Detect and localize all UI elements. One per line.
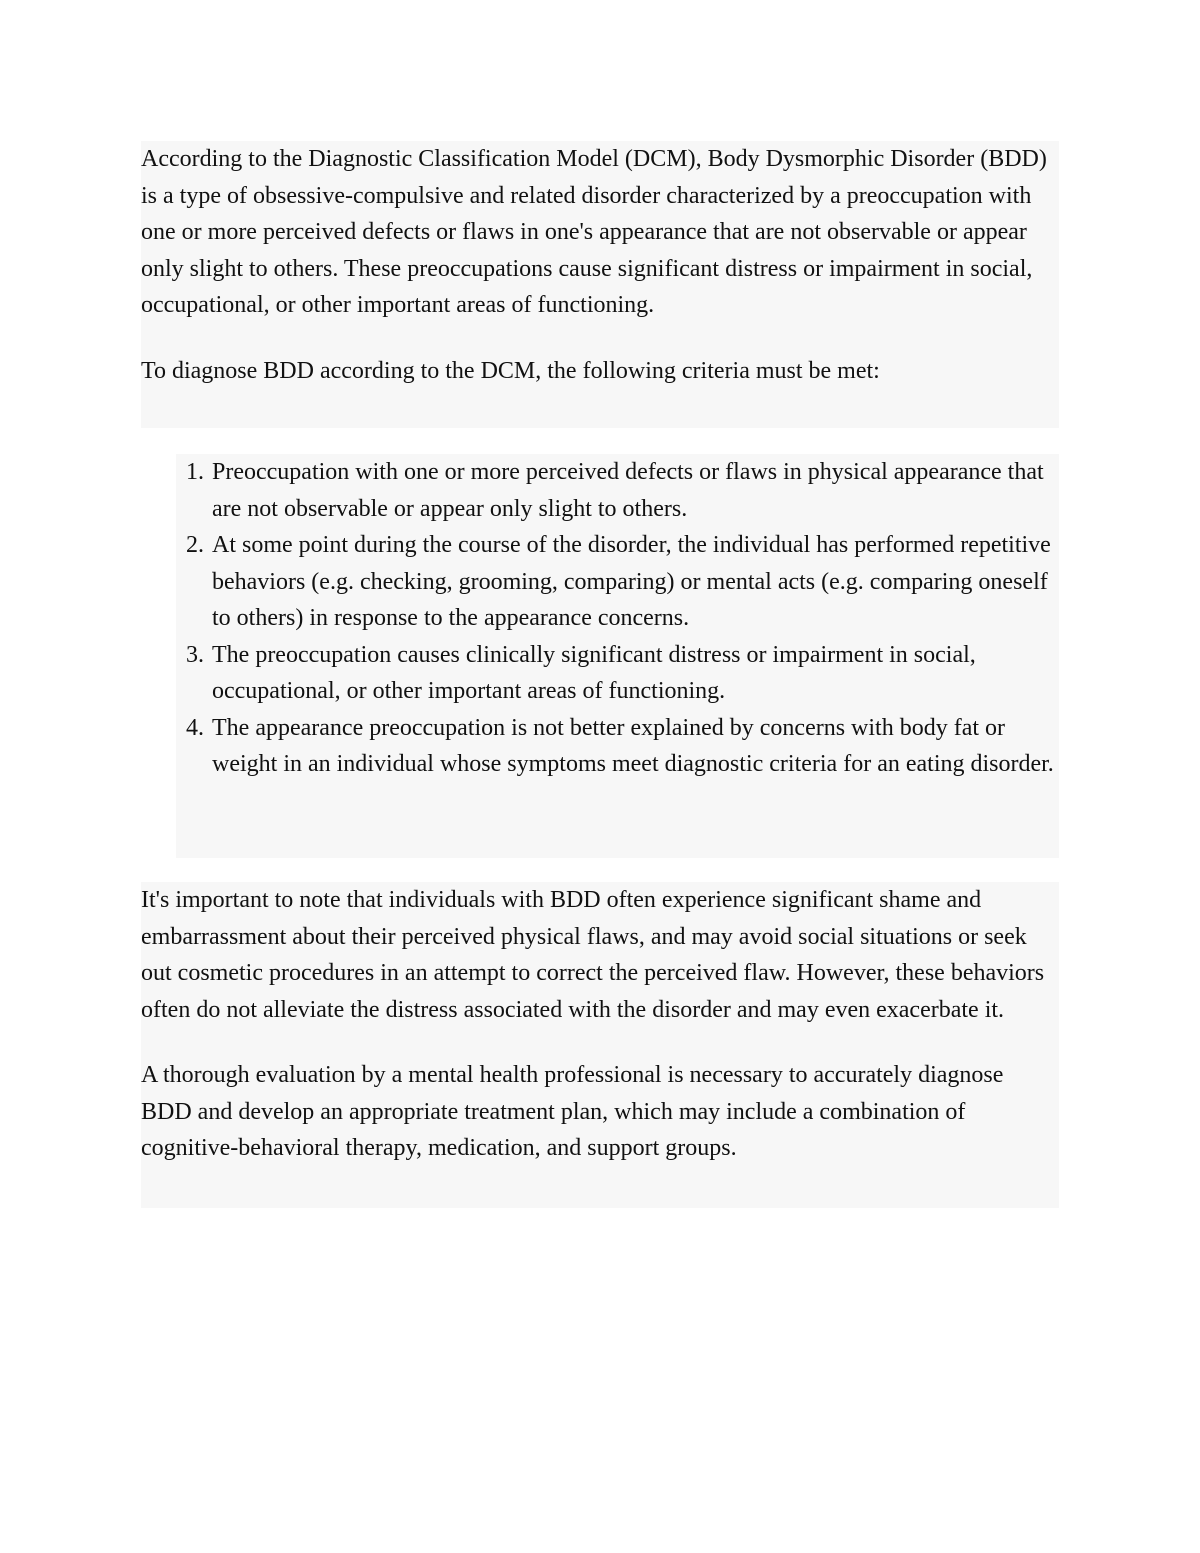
criteria-section [176, 454, 1059, 858]
criteria-lead-paragraph: To diagnose BDD according to the DCM, the following criteria must be met: [141, 357, 880, 384]
criteria-item [176, 527, 1059, 637]
criteria-item [176, 710, 1059, 783]
criteria-item-number: 3. [186, 641, 204, 668]
criteria-list [176, 454, 1059, 783]
criteria-item [176, 637, 1059, 710]
criteria-item-number: 1. [186, 459, 204, 485]
criteria-item-number: 2. [186, 532, 204, 558]
note-paragraph: It's important to note that individuals with BDD often experience significant shame and embarrassment about their perceived physical flaws, and may avoid social situations or seek out cosmetic procedures in an attempt to correct the perceived flaw. However, these behaviors often do not alleviate the distress associated with the disorder and may even exacerbate it. [141, 887, 1045, 1023]
criteria-item [176, 454, 1059, 527]
criteria-item-number: 4. [186, 714, 204, 741]
criteria-item-text: At some point during the course of the disorder, the individual has performed repetitive behaviors (e.g. checking, grooming, comparing) or mental acts (e.g. comparing oneself to others) in response to the appearance concerns. [212, 532, 1051, 631]
criteria-item-text: The preoccupation causes clinically significant distress or impairment in social, occupational, or other important areas of functioning. [212, 641, 976, 704]
criteria-item-text: Preoccupation with one or more perceived defects or flaws in physical appearance that are not observable or appear only slight to others. [212, 459, 1044, 522]
closing-paragraph: A thorough evaluation by a mental health professional is necessary to accurately diagnose BDD and develop an appropriate treatment plan, which may include a combination of cognitive-behavioral therapy, medication, and support groups. [141, 1062, 1004, 1161]
criteria-item-text: The appearance preoccupation is not better explained by concerns with body fat or weight in an individual whose symptoms meet diagnostic criteria for an eating disorder. [212, 714, 1054, 777]
closing-section [141, 882, 1059, 1208]
intro-section [141, 141, 1059, 428]
intro-paragraph: According to the Diagnostic Classification Model (DCM), Body Dysmorphic Disorder (BDD) is a type of obsessive-compulsive and related disorder characterized by a preoccupation with one or more perceived defects or flaws in one's appearance that are not observable or appear only slight to others. These preoccupations cause significant distress or impairment in social, occupational, or other important areas of functioning. [141, 146, 1047, 318]
